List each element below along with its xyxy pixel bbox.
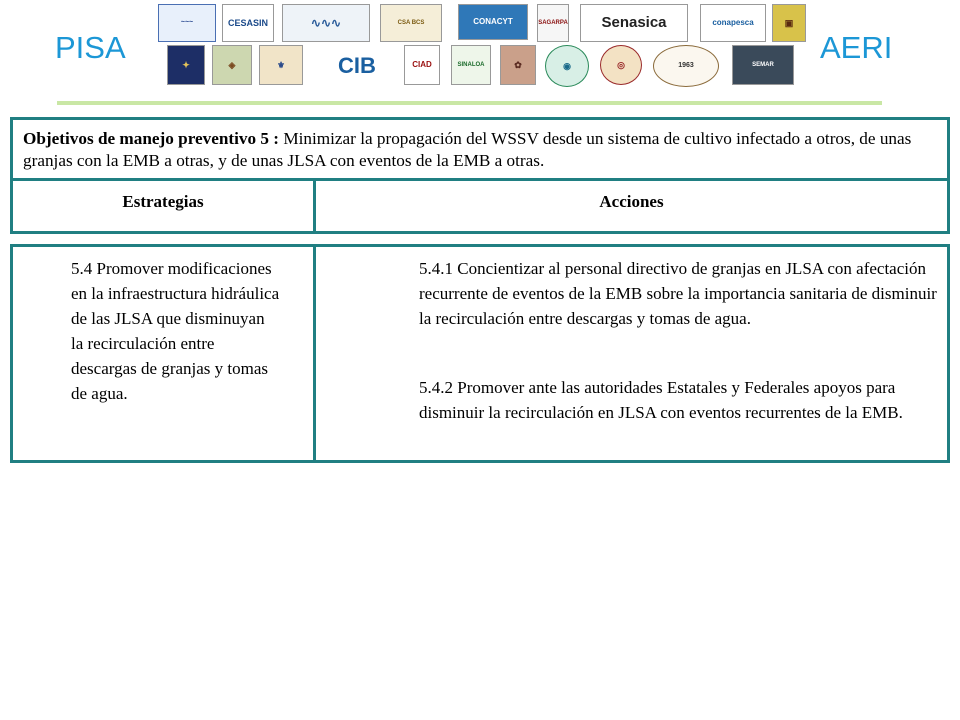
strategies-table (10, 244, 950, 463)
logo-state-shield: ▣ (772, 4, 806, 42)
action-5-4-1: 5.4.1 Concientizar al personal directivo de granjas en JLSA con afectación recurrente de eventos de la EMB sobre la importancia sanitaria de disminuir la recirculación entre descargas y tomas de agua. (419, 259, 937, 328)
objective-box (10, 117, 950, 234)
logo-conacyt: CONACYT (458, 4, 528, 40)
logo-unam: ✦ (167, 45, 205, 85)
logo-1963: 1963 (653, 45, 719, 87)
header-acciones: Acciones (599, 192, 664, 211)
logo-cib: CIB (330, 48, 384, 84)
logo-sinaloa: SINALOA (451, 45, 491, 85)
objective-label: Objetivos de manejo preventivo 5 : (23, 129, 280, 148)
objective-body: Minimizar la propagación del WSSV desde un sistema de cultivo infectado a otros, de unas granjas con la EMB a otras, y de unas JLSA con eventos de la EMB a otras. (23, 129, 912, 170)
header-estrategias: Estrategias (122, 192, 204, 211)
logo-ciad: CIAD (404, 45, 440, 85)
logo-shield-2: ⚜ (259, 45, 303, 85)
strategy-5-4: 5.4 Promover modificaciones en la infraestructura hidráulica de las JLSA que disminuyan la recirculación entre descargas de granjas y tomas de agua. (71, 259, 280, 403)
logo-shield-4: ◎ (600, 45, 642, 85)
logo-lab: ◉ (545, 45, 589, 87)
aeri-title: AERI (820, 30, 893, 65)
header-divider (57, 101, 882, 105)
logo-cesasin: CESASIN (222, 4, 274, 42)
logo-semar: SEMAR (732, 45, 794, 85)
logo-bcs-committee: CSA BCS (380, 4, 442, 42)
logo-cesanay: ~~~ (158, 4, 216, 42)
header-separator (13, 178, 947, 181)
table-column-divider (313, 247, 316, 460)
logo-conapesca: conapesca (700, 4, 766, 42)
action-5-4-2: 5.4.2 Promover ante las autoridades Estatales y Federales apoyos para disminuir la recirculación en JLSA con eventos recurrentes de la EMB. (419, 378, 903, 422)
logo-shield-1: ◈ (212, 45, 252, 85)
logo-nayarit-committee: ∿∿∿ (282, 4, 370, 42)
objective-text (23, 128, 941, 172)
logo-shield-3: ✿ (500, 45, 536, 85)
logo-sagarpa: SAGARPA (537, 4, 569, 42)
logo-senasica: Senasica (580, 4, 688, 42)
pisa-title: PISA (55, 30, 126, 65)
